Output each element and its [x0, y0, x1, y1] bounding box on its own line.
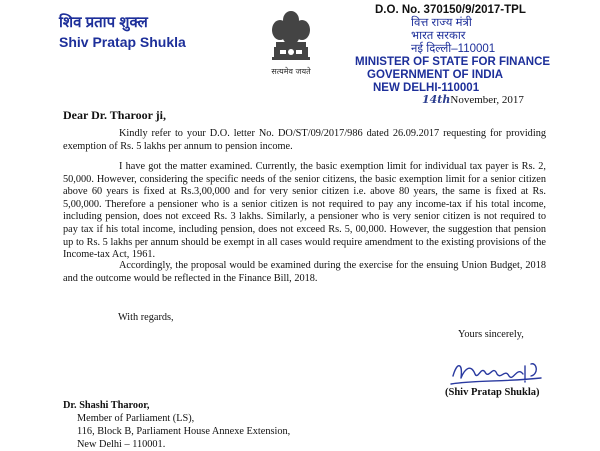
addressee-line-1: Member of Parliament (LS),	[77, 413, 195, 424]
office-header	[355, 4, 595, 95]
hindi-name: शिव प्रताप शुक्ल	[59, 14, 148, 31]
salutation: Dear Dr. Tharoor ji,	[63, 108, 167, 122]
national-emblem-icon	[262, 8, 320, 80]
hindi-office-line-2: भारत सरकार	[411, 30, 466, 42]
english-name: Shiv Pratap Shukla	[59, 34, 186, 50]
addressee-line-2: 116, Block B, Parliament House Annexe Extension,	[77, 426, 291, 437]
date-month-year: November, 2017	[450, 94, 524, 106]
date-day-handwritten: 14th	[422, 93, 451, 106]
body-paragraph-2	[63, 161, 546, 262]
addressee-name: Dr. Shashi Tharoor,	[63, 400, 150, 411]
body-paragraph-3	[63, 260, 546, 285]
office-city: NEW DELHI-110001	[373, 82, 480, 94]
paragraph-text: Kindly refer to your D.O. letter No. DO/ST/09/2017/986 dated 26.09.2017 requesting for providing exemption of Rs. 5 lakhs per annum to pension income.	[63, 128, 546, 152]
yours-sincerely: Yours sincerely,	[458, 329, 524, 340]
hindi-office-line-3: नई दिल्ली–110001	[411, 43, 496, 55]
office-title: MINISTER OF STATE FOR FINANCE	[355, 56, 551, 68]
reference-number: D.O. No. 370150/9/2017-TPL	[375, 4, 526, 16]
office-government: GOVERNMENT OF INDIA	[367, 69, 504, 81]
letter-date	[422, 93, 524, 106]
paragraph-text: Accordingly, the proposal would be examined during the exercise for the ensuing Union Budget, 2018 and the outcome would be reflected in the Finance Bill, 2018.	[63, 260, 546, 284]
body-paragraph-1	[63, 128, 546, 153]
signatory-name: (Shiv Pratap Shukla)	[445, 387, 540, 398]
regards-line: With regards,	[118, 312, 174, 323]
signature-icon	[445, 354, 555, 390]
emblem-motto: सत्यमेव जयते	[271, 67, 311, 76]
paragraph-text: I have got the matter examined. Currently, the basic exemption limit for individual tax payer is Rs. 2, 50,000. However, considering the specific needs of the senior citizens, the basic exemption limit for a senior citizen above 60 years is fixed at Rs.3,00,000 and for very senior citizen i.e. above 80 years, the same is fixed at Rs. 5,00,000. Therefore a pensioner who is a senior citizen is not required to pay any income-tax if his total income, including pension, does not exceed Rs. 3 lakhs. Similarly, a pensioner who is very senior citizen is not required to pay tax if his total income, including pension, does not exceed Rs. 5, 00,000. However, the suggestion that pension up to Rs. 5 lakhs per annum should be exempt in all cases would require amendment to the existing provisions of the Income-tax Act, 1961.	[63, 161, 546, 261]
addressee-line-3: New Delhi – 110001.	[77, 439, 166, 450]
hindi-office-line-1: वित्त राज्य मंत्री	[411, 17, 472, 29]
addressee-block	[63, 399, 290, 451]
